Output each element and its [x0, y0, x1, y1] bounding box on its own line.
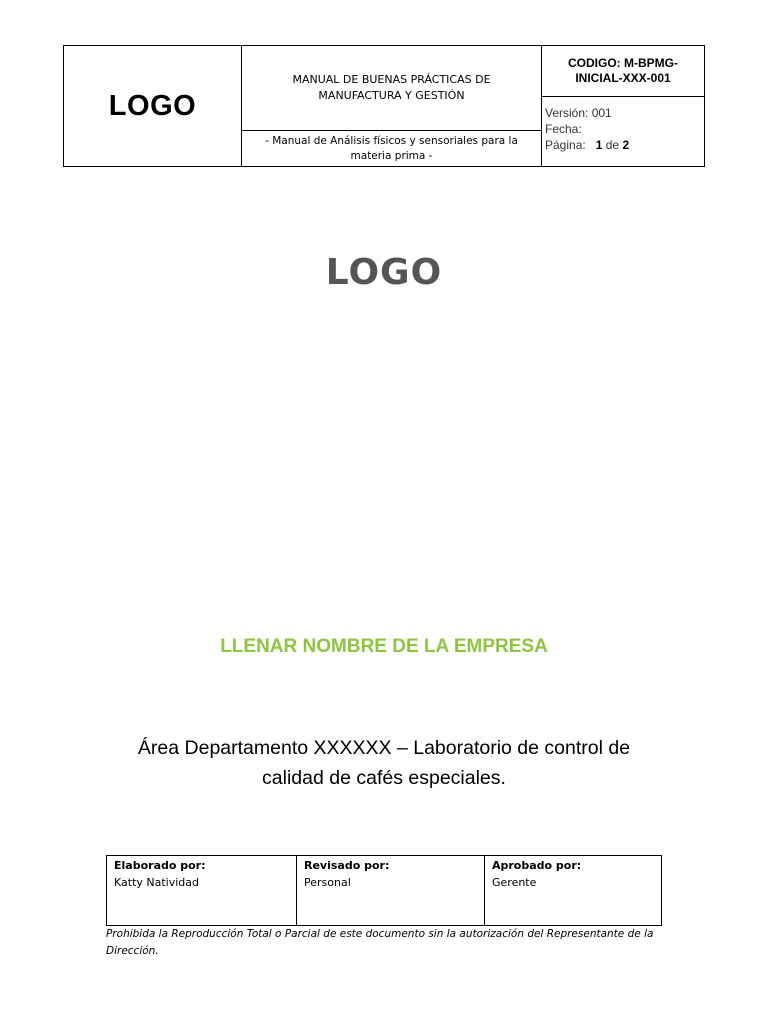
page-current: 1: [595, 138, 603, 152]
signature-table: [106, 855, 662, 926]
prepared-by-label: Elaborado por:: [114, 859, 206, 872]
approved-by-label: Aprobado por:: [492, 859, 582, 872]
document-meta: [542, 97, 704, 166]
page-of: de: [605, 138, 620, 152]
reviewed-by-label: Revisado por:: [304, 859, 390, 872]
document-date: Fecha:: [545, 122, 582, 136]
prepared-by-value: Katty Natividad: [114, 876, 200, 889]
prepared-by-cell: [107, 856, 297, 925]
document-header-table: [63, 45, 705, 167]
footer-note: Prohibida la Reproducción Total o Parcial de este documento sin la autorización del Representante de la Dirección.: [106, 928, 654, 957]
approved-by-cell: [485, 856, 661, 925]
header-title: MANUAL DE BUENAS PRÁCTICAS DE MANUFACTURA Y GESTIÓN: [242, 46, 542, 131]
document-page: [545, 137, 704, 153]
document-code: CODIGO: M-BPMG-INICIAL-XXX-001: [542, 46, 704, 97]
header-logo-cell: [64, 46, 242, 166]
header-subtitle: - Manual de Análisis físicos y sensoriales para la materia prima -: [242, 131, 542, 166]
page-total: 2: [622, 138, 630, 152]
reviewed-by-cell: [297, 856, 485, 925]
company-name: LLENAR NOMBRE DE LA EMPRESA: [220, 636, 548, 657]
page-label: Página:: [545, 138, 586, 152]
center-logo: LOGO: [325, 252, 443, 293]
document-version: Versión: 001: [545, 106, 612, 120]
approved-by-value: Gerente: [492, 876, 537, 889]
area-description: Área Departamento XXXXXX – Laboratorio de control de calidad de cafés especiales.: [137, 737, 631, 789]
header-logo: LOGO: [108, 89, 197, 122]
reviewed-by-value: Personal: [304, 876, 351, 889]
